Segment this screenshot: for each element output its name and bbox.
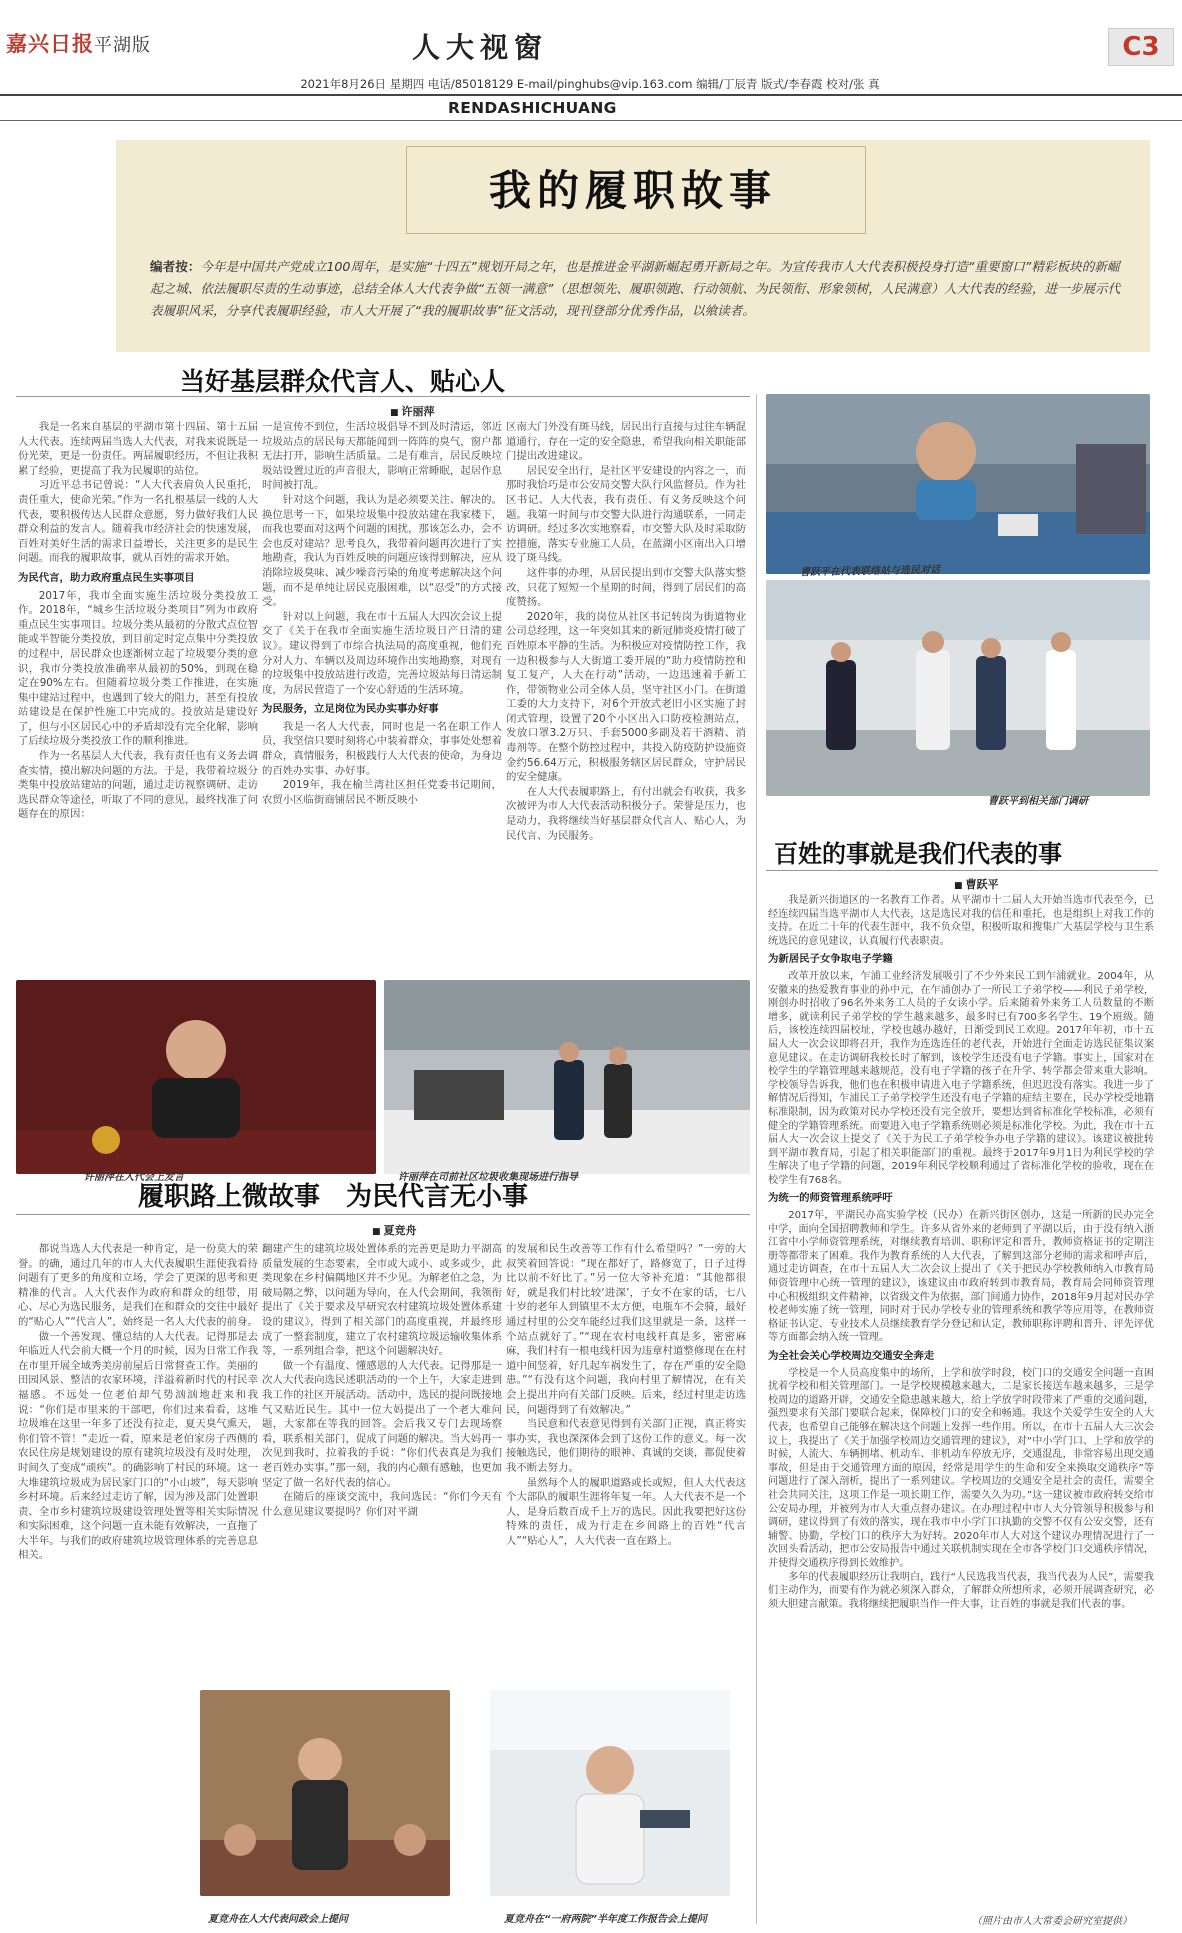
newspaper-logo: 嘉兴日报平湖版 [6, 31, 151, 56]
section-subhead: 为统一的师资管理系统呼吁 [768, 1192, 893, 1205]
header-rule [0, 94, 1182, 96]
photo-caption: 许丽萍在司前社区垃圾收集现场进行指导 [398, 1172, 578, 1183]
photo-caption: 夏竞舟在人大代表问政会上提问 [208, 1914, 348, 1925]
body-paragraph: 习近平总书记曾说：“人大代表肩负人民重托，责任重大，使命光荣。”作为一名扎根基层一线的人大代表，要积极传达人民群众意愿，努力做好我们人民群众利益的发言人。随着我市经济社会的快速发展，百姓对美好生活的需求日益增长，关注更多的是民生问题。而我的履职故事，就从百姓的需求开始。 [18, 479, 258, 565]
body-paragraph: 学校是一个人员高度集中的场所，上学和放学时段，校门口的交通安全问题一直困扰着学校和相关管理部门。一是学校规模越来越大，二是家长接送车越来越多，三是学校周边的道路开辟，交通安全隐患越来越大，给上学放学时段带来了严重的交通问题，强烈要求有关部门要联合起来，保障校门口的安全和畅通。我这个关爱学生安全的人大代表，也希望自己能够在解决这个问题上发挥一些作用。所以，在市十五届人大三次会议上，我提出了《关于加强学校周边交通管理的建议》，对“中小学门口、上学和放学的时候，人流大、车辆拥堵、机动车、非机动车停放无序，交通混乱，非常容易出现交通事故，但是由于交通管理方面的原因，经常是用学生的生命和安全来换取交通秩序”等问题进行了深入剖析，提出了一系列建议。学校周边的交通安全是社会的责任，需要全社会共同关注，这项工作是一项长期工作，需要久久为功。”这一建议被市政府转交给市公安局办理，并被列为市人大重点督办建议。在办理过程中市人大分管领导积极参与和调研，建议得到了有效的落实，现在我市中小学门口执勤的交警不仅有公安交警，还有辅警、协勤，学校门口的秩序大为好转。2020年市人大对这个建议办理情况进行了一次回头看活动，把市公安局报告中通过关联机制实现在全市各学校门口交通秩序情况，并使得交通秩序得到长效维护。 [768, 1367, 1154, 1569]
body-paragraph: 针对以上问题，我在市十五届人大四次会议上提交了《关于在我市全面实施生活垃圾日产日清的建议》。建议得到了市综合执法局的高度重视，他们充分对人力、车辆以及周边环境作出实地勘察，对现有的垃圾集中投放站进行改造，完善垃圾站每日清运制度，为居民营造了一个安心舒适的生活环境。 [262, 610, 502, 696]
editor-note [150, 256, 1130, 322]
article3-column-3 [506, 1242, 746, 1682]
body-paragraph: 改革开放以来，乍浦工业经济发展吸引了不少外来民工到乍浦就业。2004年，从安徽来的热爱教育事业的孙中元，在乍浦创办了一所民工子弟学校——利民子弟学校，刚创办时招收了96名外来务工人员的子女读小学。后来随着外来务工人员数量的不断增多，就读利民子弟学校的学生越来越多，最多时已有700多名学生、19个班级。随后，该校连续四届校址，学校也越办越好，日渐受到民工欢迎。2017年年初，市十五届人大一次会议即将召开，我作为连选连任的老代表，开始进行全面走访选民征集议案意见建议。在走访调研我校长时了解到，该校学生还没有电子学籍。事实上，国家对在校学生的学籍管理越来越规范，没有电子学籍的孩子在升学、转学都会带来重大影响。学校领导告诉我，他们也在积极申请进入电子学籍系统，但迟迟没有落实。我进一步了解情况后得知，乍浦民工子弟学校学生还没有电子学籍的症结主要在，民办学校受地籍标准限制，因为政策对民办学校还没有完全放开，要想达到省标准化学校标准，必须有健全的学籍管理系统。而要进入电子学籍系统则必须是标准化学校。为此，我在市十五届人大一次会议上提交了《关于为民工子弟学校争办电子学籍的建议》。该建议被批转到平湖市教育局，引起了相关职能部门的重视。最终于2017年9月1日为利民学校的学生解决了电子学籍的问题，2019年利民学校顺利通过了省标准化学校的验收，现在在校学生有768名。 [768, 970, 1154, 1186]
photo-caption: 曹跃平在代表联络站与选民对话 [799, 564, 941, 579]
feature-banner [116, 140, 1150, 352]
article1-rule [16, 396, 750, 397]
photo-representative-dialogue [766, 394, 1150, 574]
photo-caption: 许丽萍在人代会上发言 [84, 1172, 184, 1183]
body-paragraph: 做一个有温度、懂感恩的人大代表。记得那是一次人大代表向选民述职活动的一个上午，大家走进到我工作的社区开展活动。活动中，选民的提问既接地气又贴近民生。其中一位大妈提出了一个老大难问题，大家都在等我的回答。会后我又专门去现场察看，联系相关部门，促成了问题的解决。当大妈再一次见到我时，拉着我的手说：“你们代表真是为我们老百姓办实事。”那一刻，我的内心颇有感触，也更加坚定了做一名好代表的信心。 [262, 1359, 502, 1489]
body-paragraph: 我是一名人大代表，同时也是一名在职工作人员，我坚信只要时刻将心中装着群众，事事处处想着群众，真情服务，积极践行人大代表的使命，为身边的百姓办实事、办好事。 [262, 720, 502, 777]
article3-column-1 [18, 1242, 258, 1682]
column-logo: 人大视窗 [412, 31, 549, 64]
body-paragraph: 多年的代表履职经历让我明白，践行“人民选我当代表，我当代表为人民”，需要我们主动作为，而要有作为就必须深入群众，了解群众所想所求，必须开展调查研究，必须大胆建言献策。我将继续把履职当作一件大事，让百姓的事就是我们代表的事。 [768, 1571, 1154, 1610]
section-subhead: 为全社会关心学校周边交通安全奔走 [768, 1350, 935, 1362]
body-paragraph: 做一个善发现、懂总结的人大代表。记得那是去年临近人代会前大概一个月的时候，因为日常工作我在市里开展全域秀美房前屋后日常督查工作。美丽的田园风景、整洁的农家环境，洋溢着新时代的村民幸福感。不远处一位老伯却气势汹汹地赶来和我说：“你们是市里来的干部吧，你们过来看看，这堆垃圾堆在这里一年多了还没有拉走，夏天臭气熏天，你们管不管！”走近一看，原来是老伯家房子西侧的农民住房是规划建设的原有建筑垃圾没有及时处理，时间久了变成“顽疾”。的确影响了村民的环境。这一大堆建筑垃圾成为居民家门口的“小山坡”，每天影响乡村环境。后来经过走访了解，因为涉及部门处置职责、全市乡村建筑垃圾建设管理处置等相关实际情况和实际困难，这个问题一直未能有效解决，一直拖了大半年。与我们的政府建筑垃圾管理体系的完善息息相关。 [18, 1330, 258, 1562]
article2-body [768, 894, 1154, 1904]
body-paragraph: 一是宣传不到位，生活垃圾倡导不到及时清运，邻近垃圾站点的居民每天都能闻到一阵阵的臭气，窗户都无法打开，影响生活质量。二是有难言，居民反映垃圾站设置过近的声音很大，影响正常睡眠，起居作息时间被打乱。 [262, 421, 502, 492]
body-paragraph: 2017年，平湖民办高实验学校（民办）在新兴街区创办，这是一所新的民办完全中学，面向全国招聘教师和学生。许多从省外来的老师到了平湖以后，由于没有纳入浙江省中小学师资管理系统，对继续教育培训、职称评定和晋升，教师资格证书的定期注册等都带来了困难。我作为教育系统的人大代表，了解到这部分老师的需求和呼声后，通过走访调查，在市十五届人大二次会议上提出了《关于把民办学校教师纳入市教育局师资管理中心统一管理的建议》，该建议由市政府转到市教育局，教育局会同师资管理中心积极组织文件精神，以省级文件为依据，部门间通力协作，2018年9月起对民办学校老师实施了统一管理，同时对于民办学校专业的管理系统和教学等应用等，在教师资格证书认定、专业技术人员继续教育学分登记和认定，教师职称评聘和晋升、评先评优等方面都会纳入统一管理。 [768, 1210, 1154, 1344]
body-paragraph: 都说当选人大代表是一种肯定，是一份莫大的荣誉。的确，通过几年的市人大代表履职生涯使我看待问题有了更多的角度和立场，学会了更深的思考和更精准的代言。人大代表作为政府和群众的纽带，用心、尽心为选民服务，是我们在和群众的交往中最好的“贴心人”“代言人”，始终是一名人大代表的前身。 [18, 1243, 258, 1328]
body-paragraph: 居民安全出行，是社区平安建设的内容之一，而那时我恰巧是市公安局交警大队行风监督员。作为社区书记、人大代表，我有责任、有义务反映这个问题。我第一时间与市交警大队进行沟通联系，一同走访调研。经过多次实地察看，市交警大队及时采取防控措施，落实专业施工人员，在蓝湖小区南出入口增设了斑马线。 [506, 464, 746, 565]
photo-caption: 夏竞舟在“一府两院”半年度工作报告会上提问 [504, 1914, 707, 1925]
article3-rule [16, 1214, 750, 1215]
body-paragraph: 作为一名基层人大代表，我有责任也有义务去调查实情，摸出解决问题的方法。于是，我带着垃圾分类集中投放站建站的问题，通过走访视察调研、走访选民群众等途径，听取了不同的意见，最终找准了问题存在的原因： [18, 750, 258, 821]
photo-credit: （照片由市人大常委会研究室提供） [972, 1916, 1132, 1927]
article1-column-1 [18, 420, 258, 974]
body-paragraph: 翻建产生的建筑垃圾处置体系的完善更是助力平湖高质量发展的生态要素，全市或大或小、或多或少，此类现象在乡村偏隅地区并不少见。为解老伯之急，为破局隔之弊，以问题为导向，在人代会期间，我领衔提出了《关于要求及早研究农村建筑垃圾处置体系建设的建议》，得到了相关部门的高度重视，并最终形成了一整套制度，建立了农村建筑垃圾运输收集体系等，一系列组合拳，把这个问题解决好。 [262, 1243, 502, 1358]
body-paragraph: 我是一名来自基层的平湖市第十四届、第十五届人大代表。连续两届当选人大代表，对我来说既是一份光荣，更是一份责任。两届履职经历，不但让我积累了经验，更提高了我为民履职的站位。 [18, 421, 258, 477]
article2-headline: 百姓的事就是我们代表的事 [774, 839, 1062, 868]
vertical-divider [756, 394, 757, 1924]
article1-column-3 [506, 420, 746, 974]
photo-garbage-collection-site [384, 980, 750, 1174]
article3-headline: 履职路上微故事 为民代言无小事 [138, 1182, 529, 1212]
body-paragraph: 在随后的座谈交流中，我问选民：“你们今天有什么意见建议要提吗？你们对平湖 [262, 1491, 502, 1518]
body-paragraph: 虽然每个人的履职道路或长或短，但人大代表这个大部队的履职生涯将年复一年。人大代表不是一个人，是身后数百成千上万的选民。因此我要把好这份特殊的责任，成为行走在乡间路上的百姓“代言人”“贴心人”，人大代表一直在路上。 [506, 1476, 746, 1547]
column-pinyin: RENDASHICHUANG [448, 99, 617, 117]
body-paragraph: 2020年，我的岗位从社区书记转岗为街道物业公司总经理，这一年突如其来的新冠肺炎疫情打破了百姓原本平静的生活。为积极应对疫情防控工作，我一边积极参与人大街道工委开展的“助力疫情防控和复工复产，人大在行动”活动，一边迅速着手新工作，带领物业公司全体人员，坚守社区小门。在街道工委的大力支持下，对6个开放式老旧小区实施了封闭式管理，设置了20个小区出入口防疫检测站点，发放口罩3.2万只、手套5000多副及若干酒精、消毒剂等。在整个防控过程中，共投入防疫防护设施资金约56.64万元，积极服务辖区居民群众，守护居民的安全健康。 [506, 610, 746, 784]
photo-question-at-report-meeting [490, 1690, 730, 1896]
section-subhead: 为民服务，立足岗位为民办实事办好事 [262, 703, 439, 716]
editor-note-text: 今年是中国共产党成立100周年，是实施“十四五”规划开局之年，也是推进金平湖新崛起勇开新局之年。为宣传我市人大代表积极投身打造“重要窗口”精彩板块的新崛起之城、依法履职尽责的生动事迹，总结全体人大代表争做“五领一满意”（思想领先、履职领跑、行动领航、为民领衔、形象领树，人民满意）人大代表的经验，进一步展示代表履职风采，分享代表履职经验，市人大开展了“我的履职故事”征文活动，现刊登部分优秀作品，以飨读者。 [150, 259, 1121, 318]
article3-column-2 [262, 1242, 502, 1682]
article1-headline: 当好基层群众代言人、贴心人 [180, 367, 506, 396]
page-number-badge: C3 [1108, 28, 1174, 66]
page-title: 我的履职故事 [488, 166, 777, 215]
body-paragraph: 这件事的办理，从居民提出到市交警大队落实整改，只花了短短一个星期的时间，得到了居民们的高度赞扬。 [506, 566, 746, 609]
editor-note-label: 编者按： [150, 259, 201, 274]
issue-info-line: 2021年8月26日 星期四 电话/85018129 E-mail/pinghubs@vip.163.com 编辑/丁辰青 版式/李春霞 校对/张 真 [300, 77, 880, 91]
body-paragraph: 在人大代表履职路上，有付出就会有收获，我多次被评为市人大代表活动积极分子。荣誉是压力，也是动力，我将继续当好基层群众代言人、贴心人，为民代言、为民服务。 [506, 785, 746, 842]
article2-byline: ■ 曹跃平 [954, 876, 999, 892]
photo-question-at-hearing [200, 1690, 450, 1896]
article1-byline: ■ 许丽萍 [390, 403, 435, 419]
section-subhead: 为民代言，助力政府重点民生实事项目 [18, 571, 195, 584]
masthead [0, 0, 1182, 118]
body-paragraph: 当民意和代表意见得到有关部门正视，真正将实事办实，我也深深体会到了这份工作的意义。每一次接触选民，他们期待的眼神、真诚的交谈，都促使着我不断去努力。 [506, 1418, 746, 1474]
section-subhead: 为新居民子女争取电子学籍 [768, 953, 893, 966]
body-paragraph: 2019年，我在榆兰湾社区担任党委书记期间，农贸小区临街商铺居民不断反映小 [262, 779, 502, 806]
body-paragraph: 针对这个问题，我认为是必须要关注、解决的。换位思考一下，如果垃圾集中投放站建在我家楼下，而我也要面对这两个问题的困扰，那该怎么办，会不会也反对建站？思考良久，我带着问题再次进行了实地勘查，我认为百姓反映的问题应该得到解决，应从消除垃圾臭味、减少噪音污染的角度考虑解决这个问题，而不是单纯让居民克服困难，以“忍受”的方式接受。 [262, 493, 502, 609]
header-rule-thin [0, 120, 1182, 121]
article3-byline: ■ 夏竞舟 [372, 1222, 417, 1238]
body-paragraph: 区南大门外没有斑马线，居民出行直接与过往车辆混道通行，存在一定的安全隐患，希望我向相关职能部门提出改进建议。 [506, 421, 746, 463]
photo-caption: 曹跃平到相关部门调研 [988, 796, 1088, 807]
article2-rule [766, 870, 1158, 871]
body-paragraph: 我是新兴街道区的一名教育工作者。从平湖市十二届人大开始当选市代表至今，已经连续四届当选平湖市人大代表，这是选民对我的信任和重托，也是组织上对我工作的支持。在近二十年的代表生涯中，我不负众望，积极听取和搜集广大基层学校与卫生系统选民的意见建议，认真履行代表职责。 [768, 895, 1154, 947]
body-paragraph: 2017年，我市全面实施生活垃圾分类投放工作。2018年，“城乡生活垃圾分类项目”列为市政府重点民生实事项目。垃圾分类从最初的分散式点位智能或半智能分类投放，到目前定时定点集中分类投放的过程中，居民群众也逐渐树立起了垃圾要分类的意识，我市分类投放准确率从最初的50%，到现在稳定在90%左右。但随着垃圾分类工作推进，在实施集中建站过程中，也遇到了较大的阻力，甚至有投放站建设是在保护性施工中完成的。投放站是建设好了，但与小区居民心中的矛盾却没有完全化解，影响了后续垃圾分类投放工作的顺利推进。 [18, 589, 258, 748]
photo-department-visit [766, 580, 1150, 796]
body-paragraph: 的发展和民生改善等工作有什么希望吗？”一旁的大叔笑着回答说：“现在都好了，路修宽了，日子过得比以前不好比了。”另一位大爷补充道：“其他都很好，就是我们村比较‘进深’，子女不在家的话，七八十岁的老年人到镇里不太方便，电瓶车不会骑，最好通过村里的公交车能经过我们这里就是一条，这样一个站点就好了。”“现在农村电线杆真是多，密密麻麻，我们村有一根电线杆因为违章村道整修现在在村道中间竖着，好几起车祸发生了，存在严重的安全隐患。”“有没有这个问题，我向村里了解情况，在有关会上提出并向有关部门反映。后来，经过村里走访选民，问题得到了有效解决。” [506, 1243, 746, 1416]
article1-column-2 [262, 420, 502, 974]
photo-speech-at-congress [16, 980, 376, 1174]
